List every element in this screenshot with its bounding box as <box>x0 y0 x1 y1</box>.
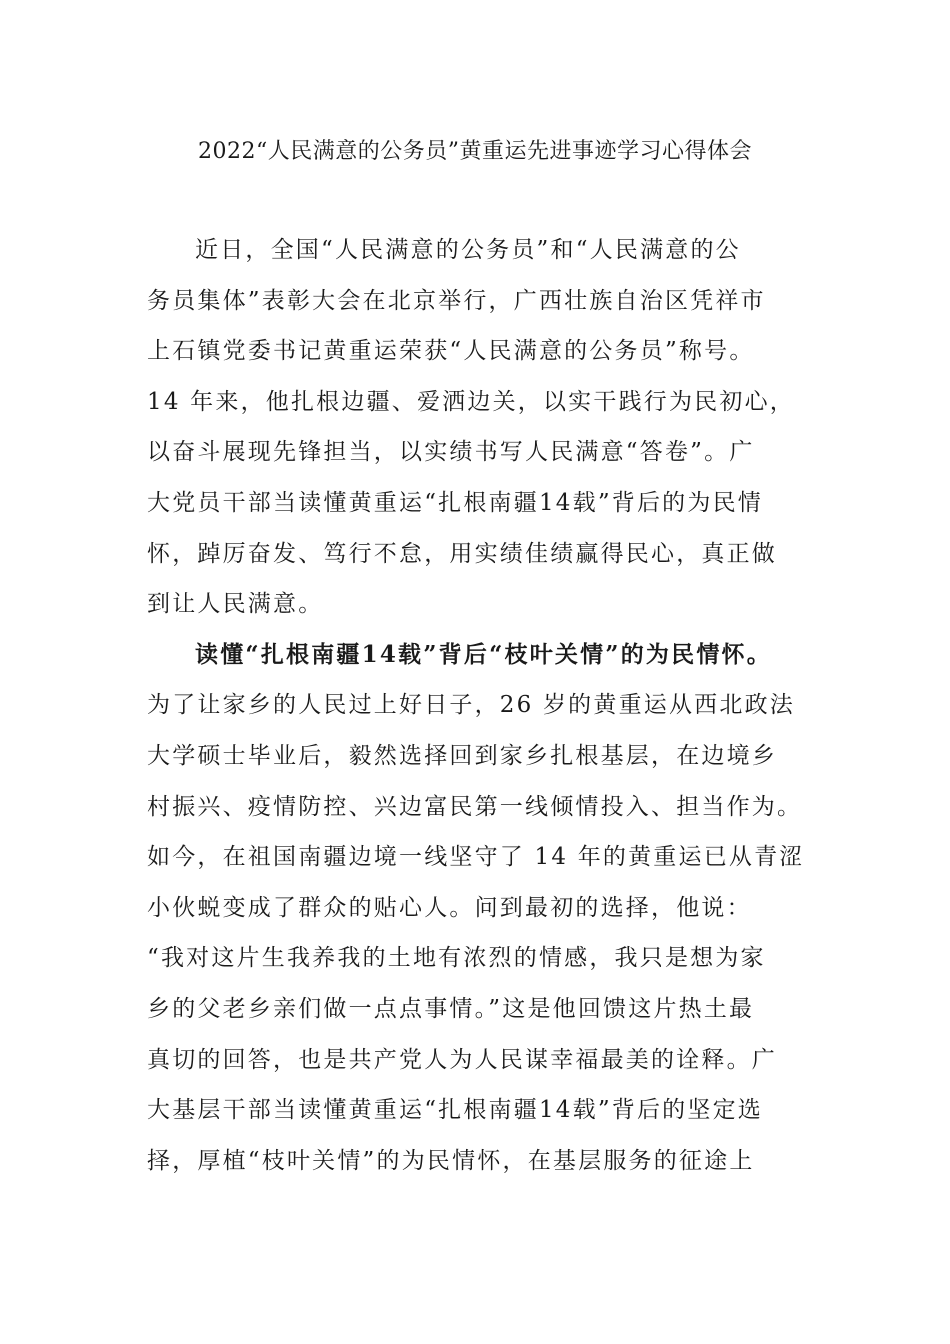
paragraph-line: 近日，全国“人民满意的公务员”和“人民满意的公 <box>195 237 741 263</box>
paragraph-line: 真切的回答，也是共产党人为人民谋幸福最美的诠释。广 <box>147 1046 777 1073</box>
paragraph-line: “我对这片生我养我的土地有浓烈的情感，我只是想为家 <box>147 945 766 972</box>
paragraph-line: 如今，在祖国南疆边境一线坚守了 14 年的黄重运已从青涩 <box>147 844 805 871</box>
paragraph-line: 14 年来，他扎根边疆、爱洒边关，以实干践行为民初心， <box>147 388 795 415</box>
paragraph-line: 大党员干部当读懂黄重运“扎根南疆14载”背后的为民情 <box>147 489 763 516</box>
paragraph-line: 上石镇党委书记黄重运荣获“人民满意的公务员”称号。 <box>147 338 755 365</box>
section-heading-line: 读懂“扎根南疆14载”背后“枝叶关情”的为民情怀。 <box>195 640 772 668</box>
paragraph-line: 以奋斗展现先锋担当，以实绩书写人民满意“答卷”。广 <box>147 439 755 466</box>
paragraph-line: 为了让家乡的人民过上好日子，26 岁的黄重运从西北政法 <box>147 692 795 719</box>
document-body <box>147 232 827 1193</box>
paragraph-line: 大学硕士毕业后，毅然选择回到家乡扎根基层，在边境乡 <box>147 742 777 769</box>
paragraph-line: 到让人民满意。 <box>147 591 324 618</box>
paragraph-line: 择，厚植“枝叶关情”的为民情怀，在基层服务的征途上 <box>147 1147 755 1174</box>
paragraph-line: 大基层干部当读懂黄重运“扎根南疆14载”背后的坚定选 <box>147 1097 763 1124</box>
paragraph-line: 务员集体”表彰大会在北京举行，广西壮族自治区凭祥市 <box>147 287 766 314</box>
paragraph-line: 小伙蜕变成了群众的贴心人。问到最初的选择，他说： <box>147 894 752 921</box>
paragraph-line: 怀，踔厉奋发、笃行不怠，用实绩佳绩赢得民心，真正做 <box>147 540 777 567</box>
paragraph-line: 村振兴、疫情防控、兴边富民第一线倾情投入、担当作为。 <box>147 793 803 820</box>
document-title: 2022“人民满意的公务员”黄重运先进事迹学习心得体会 <box>198 139 752 164</box>
paragraph-line: 乡的父老乡亲们做一点点事情。”这是他回馈这片热土最 <box>147 995 755 1022</box>
